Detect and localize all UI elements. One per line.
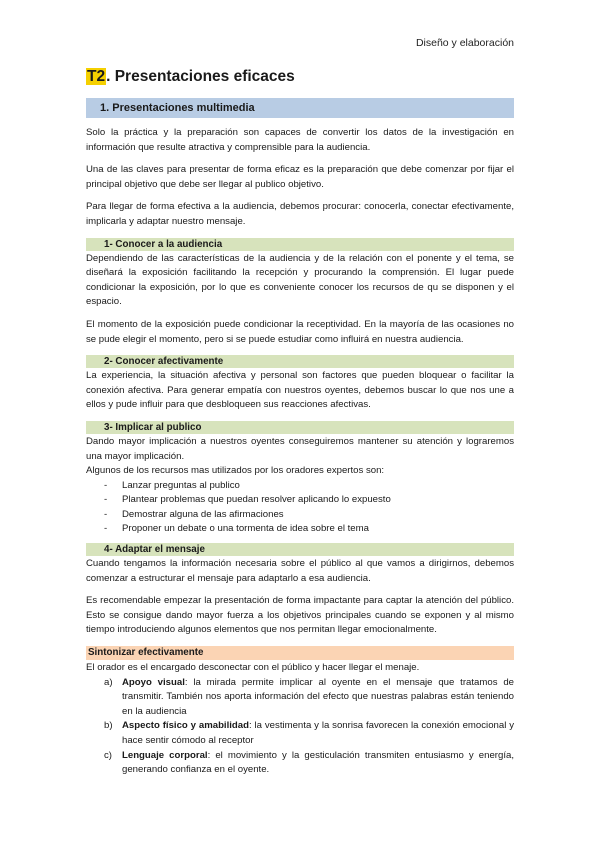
list-item: a) Apoyo visual: la mirada permite implicar al oyente en el mensaje que tratamos de transmitir. También nos aporta información del efecto que nuestras palabras están teniendo en la audiencia — [104, 676, 514, 717]
subheading-conocer-audiencia: 1- Conocer a la audiencia — [86, 238, 514, 251]
document-body — [86, 66, 514, 778]
paragraph: Dependiendo de las características de la audiencia y de la relación con el ponente y el tema, se diseñará la exposición facilitando la recepción y procurando la comprensión. El lugar puede condicionar la exposición, por lo que es conveniente conocer los recursos de qu se disponen y el espacio. — [86, 252, 514, 308]
subheading-adaptar-mensaje: 4- Adaptar el mensaje — [86, 543, 514, 556]
topic-tag: T2 — [87, 68, 106, 85]
list-item: c) Lenguaje corporal: el movimiento y la gesticulación transmiten entusiasmo y energía, generando confianza en el oyente. — [104, 749, 514, 776]
list-item: b) Aspecto físico y amabilidad: la vestimenta y la sonrisa favorecen la conexión emocional y hace sentir cómodo al receptor — [104, 720, 514, 746]
paragraph: Es recomendable empezar la presentación de forma impactante para captar la atención del público. Esto se consigue dando mayor fuerza a los objetivos principales cuando se exponen y al mismo tiempo introduciendo algunos elementos que nos permitan llegar emocionalmente. — [86, 595, 514, 636]
paragraph: El orador es el encargado desconectar con el público y hacer llegar el menaje. — [86, 662, 420, 674]
subheading-sintonizar: Sintonizar efectivamente — [86, 646, 514, 660]
paragraph: Algunos de los recursos mas utilizados por los oradores expertos son: — [86, 465, 385, 477]
sintonizar-list — [86, 676, 514, 778]
subheading-conocer-afectivamente: 2- Conocer afectivamente — [86, 355, 514, 368]
resource-list — [86, 479, 514, 537]
title-text: . Presentaciones eficaces — [106, 68, 295, 85]
paragraph: Cuando tengamos la información necesaria sobre el público al que vamos a dirigirnos, debemos comenzar a estructurar el mensaje para adaptarlo a esa audiencia. — [86, 558, 514, 584]
paragraph: La experiencia, la situación afectiva y personal son factores que pueden bloquear o facilitar la conexión afectiva. Para generar empatía con nuestros oyentes, debemos buscar lo que nos une a ellos y pude influir para que desbloqueen sus reacciones afectivas. — [86, 370, 514, 411]
section-heading-multimedia: 1. Presentaciones multimedia — [86, 98, 514, 118]
page-title — [86, 66, 514, 88]
list-item: - Plantear problemas que puedan resolver aplicando lo expuesto — [104, 494, 391, 506]
subheading-implicar-publico: 3- Implicar al publico — [86, 421, 514, 434]
paragraph: El momento de la exposición puede condicionar la receptividad. En la mayoría de las ocasiones no se pude elegir el momento, pero si se puede estudiar como influirá en nuestra audiencia. — [86, 318, 514, 345]
paragraph: Dando mayor implicación a nuestros oyentes conseguiremos mantener su atención y lograremos una mayor implicación. — [86, 435, 514, 462]
paragraph: Una de las claves para presentar de forma eficaz es la preparación que debe comenzar por fijar el principal objetivo que debe ser llegar al publico objetivo. — [86, 164, 514, 190]
paragraph: Para llegar de forma efectiva a la audiencia, debemos procurar: conocerla, conectar efectivamente, implicarla y adaptar nuestro mensaje. — [86, 201, 514, 227]
list-item: - Lanzar preguntas al publico — [104, 479, 240, 491]
list-item: - Demostrar alguna de las afirmaciones — [104, 508, 284, 520]
paragraph: Solo la práctica y la preparación son capaces de convertir los datos de la investigación en información que resulte atractiva y comprensible para la audiencia. — [86, 127, 514, 153]
running-header: Diseño y elaboración — [415, 37, 514, 49]
list-item: - Proponer un debate o una tormenta de idea sobre el tema — [104, 523, 369, 535]
